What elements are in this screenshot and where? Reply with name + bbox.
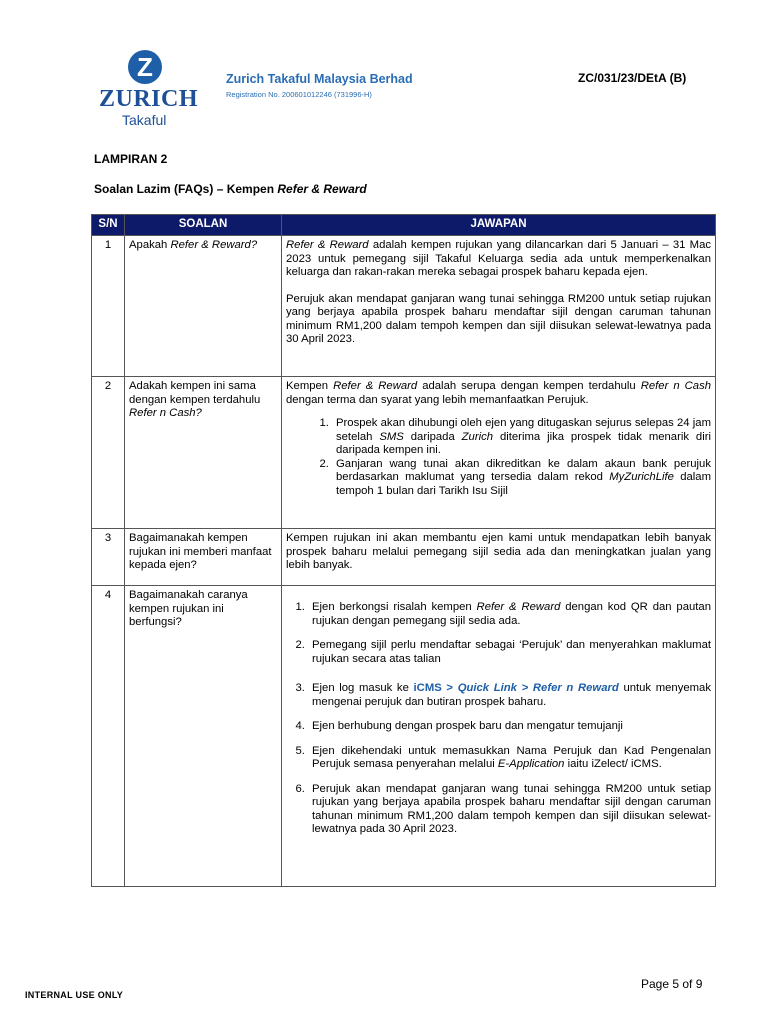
list-item: 3. Ejen log masuk ke iCMS > Quick Link > Refer n Reward untuk menyemak mengenai perujuk dan butiran prospek baharu. [308,682,711,709]
logo-subtitle: Takaful [122,112,167,128]
company-registration: Registration No. 200601012246 (731996-H) [226,90,372,99]
reference-code: ZC/031/23/DEtA (B) [578,71,687,85]
answer-cell: Kempen rujukan ini akan membantu ejen kami untuk mendapatkan lebih banyak prospek baharu melalui pemegang sijil sedia ada dan meningkatkan jualan yang lebih banyak. [282,529,716,586]
table-row [92,586,716,887]
document-title: Soalan Lazim (FAQs) – Kempen Refer & Reward [94,182,367,196]
table-row [92,377,716,529]
list-item: 5. Ejen dikehendaki untuk memasukkan Nama Perujuk dan Kad Pengenalan Perujuk semasa penyerahan melalui E-Application iaitu iZelect/ iCMS. [308,745,711,772]
header-soalan: SOALAN [125,215,282,236]
answer-cell: Kempen Refer & Reward adalah serupa dengan kempen terdahulu Refer n Cash dengan terma dan syarat yang lebih memanfaatkan Perujuk. 1. Prospek akan dihubungi oleh ejen yang ditugaskan sejurus selepas 24 jam setelah SMS daripada Zurich diterima jika prospek tidak menarik diri daripada kempen ini. 2. Ganjaran wang tunai akan dikreditkan ke dalam akaun bank perujuk berdasarkan maklumat yang tersedia dalam rekod MyZurichLife dalam tempoh 1 bulan dari Tarikh Isu Sijil [282,377,716,529]
header-sn: S/N [92,215,125,236]
company-name: Zurich Takaful Malaysia Berhad [226,72,413,86]
icms-link[interactable]: iCMS > Quick Link > Refer n Reward [413,682,619,694]
logo-wordmark: ZURICH [98,86,198,112]
list-item: 1. Prospek akan dihubungi oleh ejen yang ditugaskan sejurus selepas 24 jam setelah SMS daripada Zurich diterima jika prospek tidak menarik diri daripada kempen ini. [332,417,711,458]
question-cell: Bagaimanakah kempen rujukan ini memberi manfaat kepada ejen? [125,529,282,586]
question-cell: Bagaimanakah caranya kempen rujukan ini berfungsi? [125,586,282,887]
list-item: 4. Ejen berhubung dengan prospek baru dan mengatur temujanji [308,720,711,734]
list-item: 1. Ejen berkongsi risalah kempen Refer & Reward dengan kod QR dan pautan rujukan dengan pemegang sijil sedia ada. [308,601,711,628]
question-cell: Adakah kempen ini sama dengan kempen terdahulu Refer n Cash? [125,377,282,529]
faq-table [91,214,716,887]
table-row [92,236,716,377]
header-jawapan: JAWAPAN [282,215,716,236]
page-number: Page 5 of 9 [641,977,703,991]
question-cell: Apakah Refer & Reward? [125,236,282,377]
row-number: 1 [92,236,125,377]
list-item: 2. Pemegang sijil perlu mendaftar sebagai ‘Perujuk’ dan menyerahkan maklumat rujukan secara atas talian [308,639,711,666]
company-block [226,72,456,104]
row-number: 2 [92,377,125,529]
appendix-label: LAMPIRAN 2 [94,152,168,166]
zurich-logo-icon: Z [128,50,162,84]
answer-cell: Refer & Reward adalah kempen rujukan yang dilancarkan dari 5 Januari – 31 Mac 2023 untuk pemegang sijil Takaful Keluarga sedia ada untuk memperkenalkan keluarga dan rakan-rakan mereka sebagai prospek baharu kepada ejen. Perujuk akan mendapat ganjaran wang tunai sehingga RM200 untuk setiap rujukan yang berjaya apabila prospek baharu mendaftar sijil dengan caruman tahunan minimum RM1,200 dalam tempoh kempen dan sijil diisukan selewat-lewatnya pada 30 April 2023. [282,236,716,377]
list-item: 2. Ganjaran wang tunai akan dikreditkan ke dalam akaun bank perujuk berdasarkan maklumat yang tersedia dalam rekod MyZurichLife dalam tempoh 1 bulan dari Tarikh Isu Sijil [332,458,711,499]
list-item: 6. Perujuk akan mendapat ganjaran wang tunai sehingga RM200 untuk setiap rujukan yang berjaya apabila prospek baharu mendaftar sijil dengan caruman tahunan minimum RM1,200 dalam tempoh kempen dan sijil diisukan selewat-lewatnya pada 30 April 2023. [308,783,711,837]
row-number: 4 [92,586,125,887]
table-row [92,529,716,586]
answer-cell [282,586,716,887]
row-number: 3 [92,529,125,586]
zurich-logo [96,50,201,126]
internal-use-label: INTERNAL USE ONLY [25,990,124,1000]
table-header-row [92,215,716,236]
